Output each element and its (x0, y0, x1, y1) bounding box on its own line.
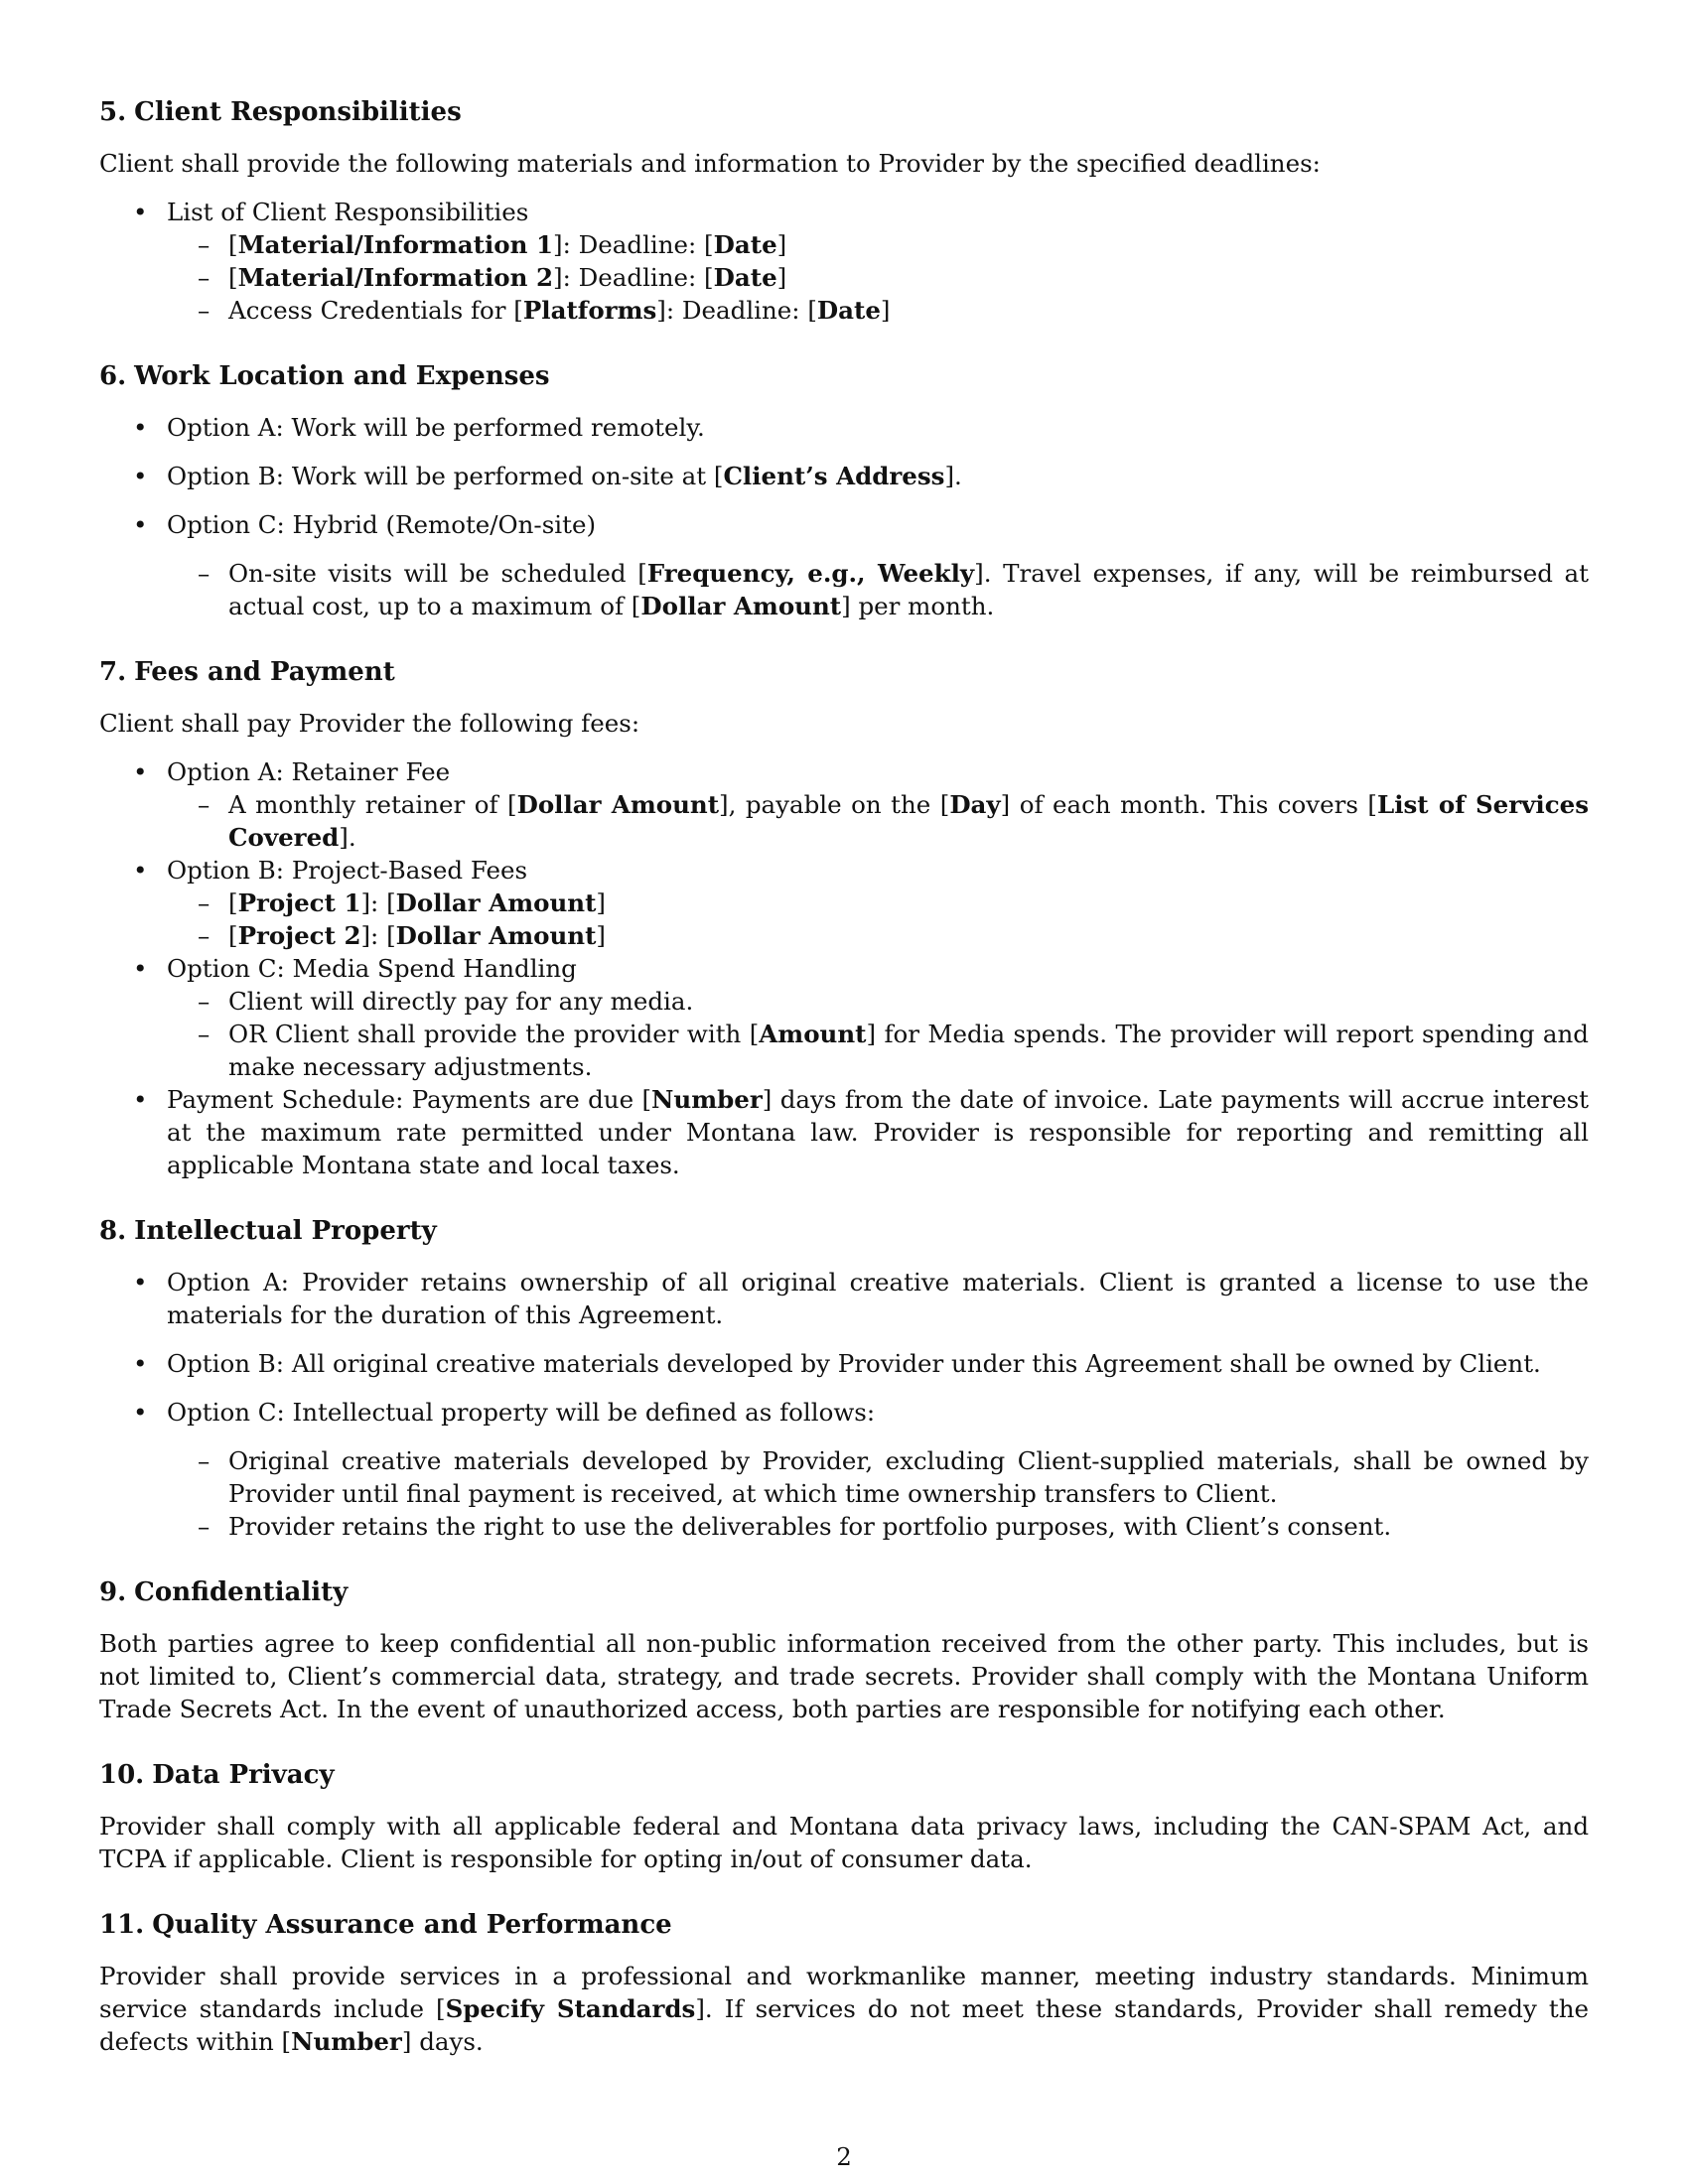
list-item: • Option A: Retainer Fee – A monthly retainer of [Dollar Amount], payable on the [Day] of each month. This covers [List of Services Covered]. (99, 755, 1589, 854)
section-intro: Client shall provide the following materials and information to Provider by the specified deadlines: (99, 149, 1321, 178)
list-item: • Option A: Work will be performed remotely. (99, 411, 1589, 444)
sub-list-item: – [Project 2]: [Dollar Amount] (167, 919, 1589, 952)
sub-list-item: – Original creative materials developed by Provider, excluding Client-supplied materials, shall be owned by Provider until final payment is received, at which time ownership transfers to Client. (167, 1444, 1589, 1510)
sub-list-item: – Provider retains the right to use the deliverables for portfolio purposes, with Client’s consent. (167, 1510, 1589, 1543)
section-body: Provider shall provide services in a professional and workmanlike manner, meeting industry standards. Minimum service standards include [Specify Standards]. If services do not meet these standards, Provider shall remedy the defects within [Number] days. (99, 1962, 1589, 2056)
section-work-location (99, 360, 1589, 622)
section-fees-payment (99, 656, 1589, 1181)
section-quality-assurance (99, 1909, 1589, 2058)
list-item: • Option B: Project-Based Fees – [Project 1]: [Dollar Amount] – [Project 2]: [Dollar Amount] (99, 854, 1589, 952)
document-page (99, 96, 1589, 2092)
list-item: • Option C: Intellectual property will be defined as follows: – Original creative materials developed by Provider, excluding Client-supplied materials, shall be owned by Provider until final payment is received, at which time ownership transfers to Client. – Provider retains the right to use the deliverables for portfolio purposes, with Client’s consent. (99, 1396, 1589, 1543)
page-number: 2 (836, 2142, 852, 2171)
sub-list-item: – On-site visits will be scheduled [Frequency, e.g., Weekly]. Travel expenses, if any, will be reimbursed at actual cost, up to a maximum of [Dollar Amount] per month. (167, 557, 1589, 622)
section-heading: 9. Confidentiality (99, 1577, 349, 1607)
bullet-list (99, 755, 1589, 1181)
sub-list-item: – A monthly retainer of [Dollar Amount], payable on the [Day] of each month. This covers [List of Services Covered]. (167, 788, 1589, 854)
section-body: Provider shall comply with all applicable federal and Montana data privacy laws, including the CAN-SPAM Act, and TCPA if applicable. Client is responsible for opting in/out of consumer data. (99, 1812, 1589, 1873)
list-item: • Payment Schedule: Payments are due [Number] days from the date of invoice. Late payments will accrue interest at the maximum rate permitted under Montana law. Provider is responsible for reporting and remitting all applicable Montana state and local taxes. (99, 1083, 1589, 1181)
sub-list (167, 228, 1589, 327)
sub-list (167, 1444, 1589, 1543)
section-data-privacy (99, 1759, 1589, 1875)
section-heading: 7. Fees and Payment (99, 657, 395, 687)
list-item: • Option B: Work will be performed on-site at [Client’s Address]. (99, 460, 1589, 492)
sub-list-item: – [Project 1]: [Dollar Amount] (167, 887, 1589, 919)
section-heading: 11. Quality Assurance and Performance (99, 1910, 672, 1940)
sub-list-item: – Access Credentials for [Platforms]: Deadline: [Date] (167, 294, 1589, 327)
sub-list-item: – Client will directly pay for any media. (167, 985, 1589, 1018)
section-intro: Client shall pay Provider the following fees: (99, 709, 640, 738)
sub-list (167, 788, 1589, 854)
section-client-responsibilities (99, 96, 1589, 327)
section-heading: 10. Data Privacy (99, 1760, 335, 1790)
sub-list-item: – [Material/Information 1]: Deadline: [Date] (167, 228, 1589, 261)
section-heading: 6. Work Location and Expenses (99, 361, 550, 391)
list-item: • Option B: All original creative materials developed by Provider under this Agreement shall be owned by Client. (99, 1347, 1589, 1380)
list-item: • Option A: Provider retains ownership of all original creative materials. Client is granted a license to use the materials for the duration of this Agreement. (99, 1266, 1589, 1331)
list-item: • Option C: Media Spend Handling – Client will directly pay for any media. – OR Client shall provide the provider with [Amount] for Media spends. The provider will report spending and make necessary adjustments. (99, 952, 1589, 1083)
section-intellectual-property (99, 1215, 1589, 1543)
section-heading: 5. Client Responsibilities (99, 97, 462, 127)
sub-list (167, 887, 1589, 952)
sub-list-item: – OR Client shall provide the provider with [Amount] for Media spends. The provider will report spending and make necessary adjustments. (167, 1018, 1589, 1083)
list-item: • Option C: Hybrid (Remote/On-site) – On-site visits will be scheduled [Frequency, e.g., Weekly]. Travel expenses, if any, will be reimbursed at actual cost, up to a maximum of [Dollar Amount] per month. (99, 508, 1589, 622)
section-heading: 8. Intellectual Property (99, 1216, 437, 1246)
bullet-list (99, 411, 1589, 622)
sub-list-item: – [Material/Information 2]: Deadline: [Date] (167, 261, 1589, 294)
sub-list (167, 985, 1589, 1083)
section-confidentiality (99, 1576, 1589, 1725)
section-body: Both parties agree to keep confidential all non-public information received from the other party. This includes, but is not limited to, Client’s commercial data, strategy, and trade secrets. Provider shall comply with the Montana Uniform Trade Secrets Act. In the event of unauthorized access, both parties are responsible for notifying each other. (99, 1629, 1589, 1723)
bullet-list (99, 196, 1589, 327)
bullet-list (99, 1266, 1589, 1543)
list-item: • List of Client Responsibilities – [Material/Information 1]: Deadline: [Date] – [Material/Information 2]: Deadline: [Date] – Access Credentials for [Platforms]: Deadline: [Date] (99, 196, 1589, 327)
sub-list (167, 557, 1589, 622)
